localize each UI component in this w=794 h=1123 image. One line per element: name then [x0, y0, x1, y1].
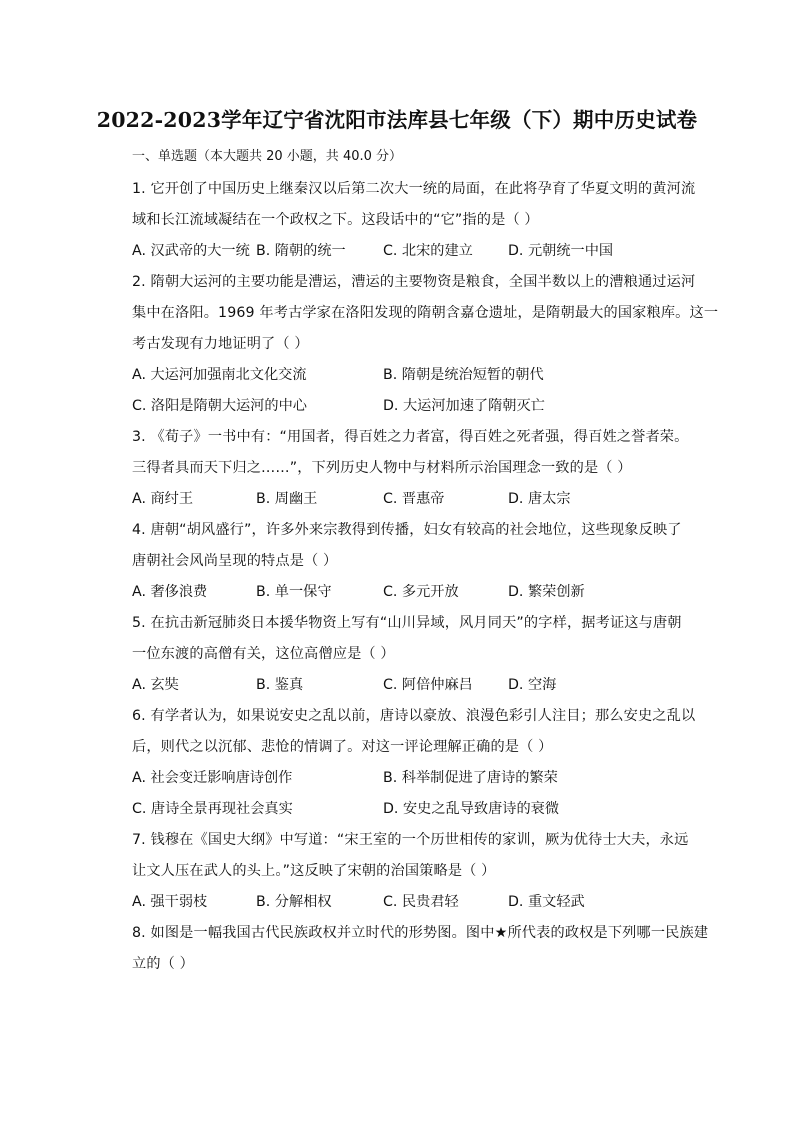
question-6-option-b: B. 科举制促进了唐诗的繁荣 — [383, 770, 558, 786]
question-3-line-2: 三得者具而天下归之……”，下列历史人物中与材料所示治国理念一致的是（ ） — [132, 460, 632, 476]
question-2-option-a: A. 大运河加强南北文化交流 — [132, 367, 307, 383]
question-5-line-1: 5. 在抗击新冠肺炎日本援华物资上写有“山川异域，风月同天”的字样，据考证这与唐朝 — [132, 615, 682, 631]
question-4-line-2: 唐朝社会风尚呈现的特点是（ ） — [132, 553, 338, 569]
question-2-option-b: B. 隋朝是统治短暂的朝代 — [383, 367, 544, 383]
question-2-option-d: D. 大运河加速了隋朝灭亡 — [383, 398, 545, 414]
question-1-option-a: A. 汉武帝的大一统 — [132, 243, 250, 259]
question-4-line-1: 4. 唐朝“胡风盛行”，许多外来宗教得到传播，妇女有较高的社会地位，这些现象反映了 — [132, 522, 682, 538]
section-heading: 一、单选题（本大题共 20 小题，共 40.0 分） — [132, 149, 403, 164]
question-1-option-b: B. 隋朝的统一 — [256, 243, 346, 259]
question-6-line-1: 6. 有学者认为，如果说安史之乱以前，唐诗以豪放、浪漫色彩引人注目；那么安史之乱以 — [132, 708, 696, 724]
question-7-option-c: C. 民贵君轻 — [383, 894, 459, 910]
question-2-option-c: C. 洛阳是隋朝大运河的中心 — [132, 398, 307, 414]
question-5-option-a: A. 玄奘 — [132, 677, 179, 693]
question-5-line-2: 一位东渡的高僧有关，这位高僧应是（ ） — [132, 646, 395, 662]
question-6-line-2: 后，则代之以沉郁、悲怆的情调了。对这一评论理解正确的是（ ） — [132, 739, 553, 755]
question-4-option-d: D. 繁荣创新 — [508, 584, 585, 600]
question-3-option-d: D. 唐太宗 — [508, 491, 571, 507]
question-8-line-2: 立的（ ） — [132, 956, 195, 972]
question-8-line-1: 8. 如图是一幅我国古代民族政权并立时代的形势图。图中★所代表的政权是下列哪一民族建 — [132, 925, 709, 941]
question-1-option-d: D. 元朝统一中国 — [508, 243, 614, 259]
question-4-option-b: B. 单一保守 — [256, 584, 332, 600]
question-3-line-1: 3. 《荀子》一书中有：“用国者，得百姓之力者富，得百姓之死者强，得百姓之誉者荣。 — [132, 429, 689, 445]
question-7-line-1: 7. 钱穆在《国史大纲》中写道：“宋王室的一个历世相传的家训，厥为优待士大夫，永远 — [132, 832, 689, 848]
exam-title: 2022-2023学年辽宁省沈阳市法库县七年级（下）期中历史试卷 — [96, 108, 698, 132]
question-2-line-2: 集中在洛阳。1969 年考古学家在洛阳发现的隋朝含嘉仓遗址，是隋朝最大的国家粮库。这一 — [132, 305, 719, 321]
question-2-line-3: 考古发现有力地证明了（ ） — [132, 336, 309, 352]
question-6-option-d: D. 安史之乱导致唐诗的衰微 — [383, 801, 560, 817]
question-7-line-2: 让文人压在武人的头上。”这反映了宋朝的治国策略是（ ） — [132, 863, 496, 879]
question-6-option-c: C. 唐诗全景再现社会真实 — [132, 801, 293, 817]
question-2-line-1: 2. 隋朝大运河的主要功能是漕运，漕运的主要物资是粮食，全国半数以上的漕粮通过运河 — [132, 274, 696, 290]
question-7-option-d: D. 重文轻武 — [508, 894, 585, 910]
question-3-option-c: C. 晋惠帝 — [383, 491, 445, 507]
question-3-option-b: B. 周幽王 — [256, 491, 318, 507]
question-5-option-c: C. 阿倍仲麻吕 — [383, 677, 473, 693]
question-3-option-a: A. 商纣王 — [132, 491, 194, 507]
question-7-option-a: A. 强干弱枝 — [132, 894, 208, 910]
question-1-line-2: 域和长江流域凝结在一个政权之下。这段话中的“它”指的是（ ） — [132, 212, 539, 228]
question-5-option-d: D. 空海 — [508, 677, 557, 693]
question-7-option-b: B. 分解相权 — [256, 894, 332, 910]
question-5-option-b: B. 鉴真 — [256, 677, 304, 693]
question-1-option-c: C. 北宋的建立 — [383, 243, 473, 259]
question-1-line-1: 1. 它开创了中国历史上继秦汉以后第二次大一统的局面，在此将孕育了华夏文明的黄河流 — [132, 181, 696, 197]
question-6-option-a: A. 社会变迁影响唐诗创作 — [132, 770, 293, 786]
question-4-option-c: C. 多元开放 — [383, 584, 459, 600]
question-4-option-a: A. 奢侈浪费 — [132, 584, 208, 600]
